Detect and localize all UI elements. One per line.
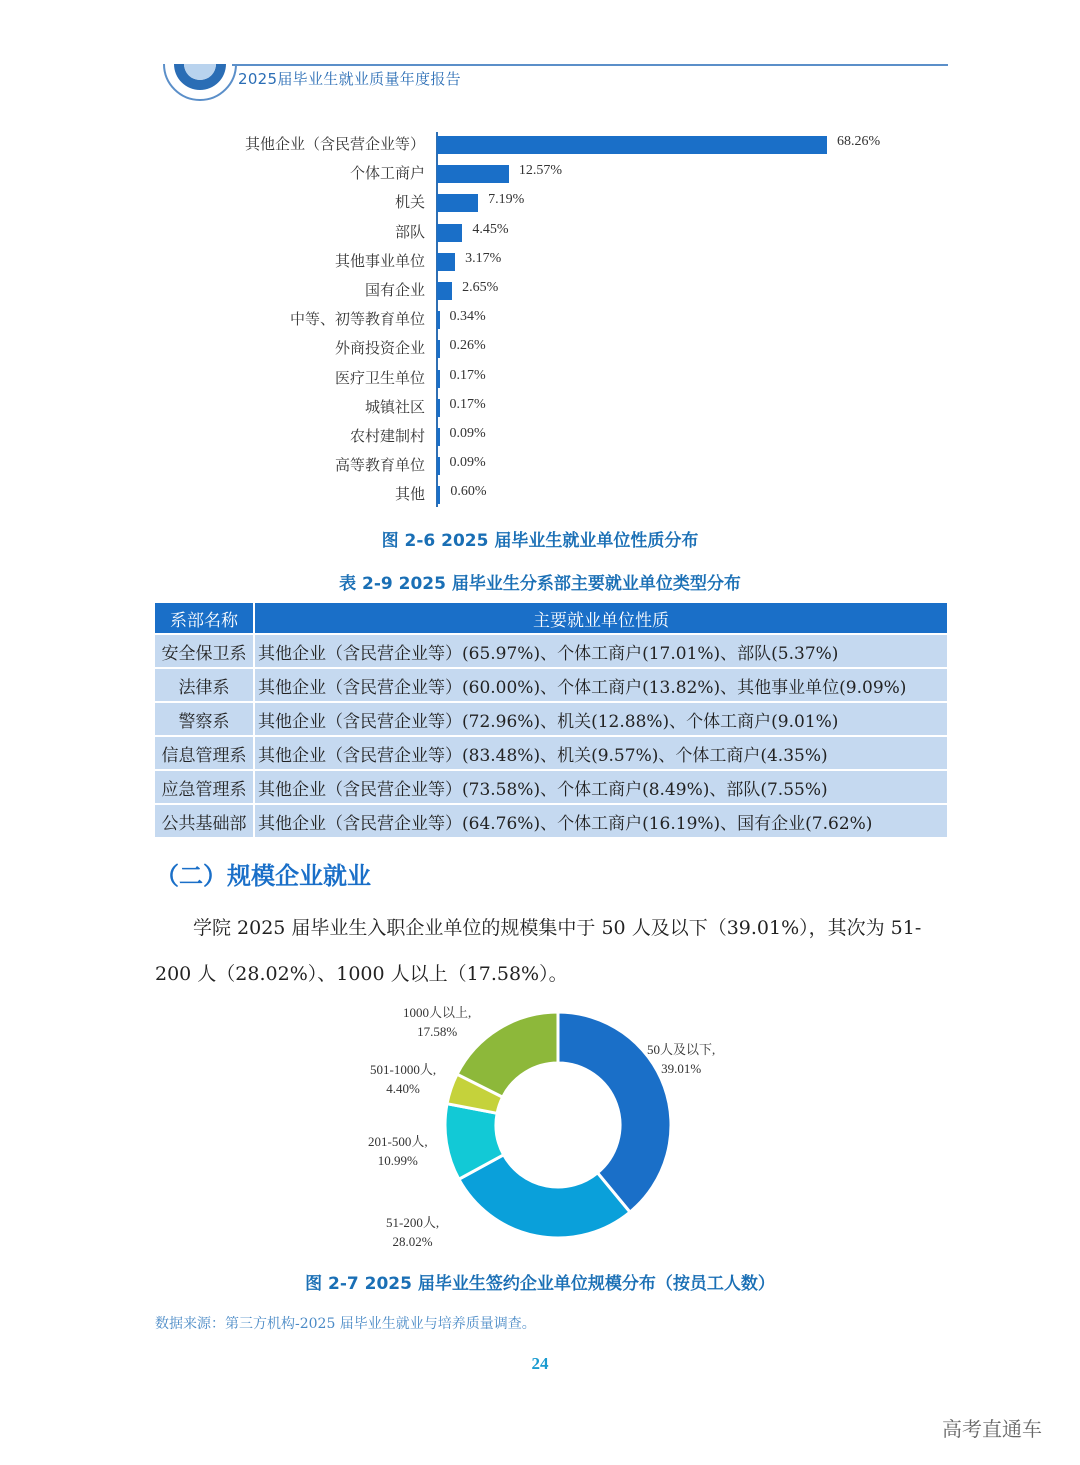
bar (437, 399, 440, 417)
table-header-row (155, 603, 949, 635)
donut-label-50-and-below: 50人及以下, 39.01% (647, 1042, 716, 1076)
table-row (155, 805, 949, 839)
bar-value-label: 2.65% (462, 280, 499, 295)
bar-category-label: 国有企业 (364, 281, 425, 299)
donut-label-1000-plus: 1000人以上, 17.58% (403, 1005, 472, 1039)
bar-value-label: 0.60% (450, 484, 487, 500)
bar (437, 340, 440, 358)
figure-2-7-caption: 图 2-7 2025 届毕业生签约企业单位规模分布（按员工人数） (305, 1274, 775, 1294)
bar (437, 165, 509, 183)
bar (437, 136, 827, 154)
bar-value-label: 7.19% (488, 192, 525, 208)
bar-value-label: 0.09% (449, 455, 486, 471)
department-cell: 安全保卫系 (155, 635, 255, 669)
unit-nature-cell: 其他企业（含民营企业等）(65.97%)、个体工商户(17.01%)、部队(5.37%) (255, 635, 949, 669)
bar-row (0, 422, 1080, 451)
bar-category-label: 其他 (394, 485, 425, 504)
bar-row (0, 451, 1080, 480)
page-header (0, 0, 1080, 110)
bar-row (0, 393, 1080, 422)
donut-label-501-1000: 501-1000人, 4.40% (370, 1062, 437, 1096)
page-number: 24 (531, 1354, 549, 1373)
bar-value-label: 0.26% (449, 338, 486, 354)
department-unit-type-table (155, 603, 949, 839)
bar-category-label: 高等教育单位 (334, 456, 425, 475)
bar-category-label: 城镇社区 (364, 397, 425, 416)
bar (437, 428, 440, 446)
column-header-unit-nature: 主要就业单位性质 (255, 603, 949, 635)
bar-row (0, 276, 1080, 305)
header-divider (232, 64, 948, 66)
department-cell: 法律系 (155, 669, 255, 703)
table-row (155, 635, 949, 669)
bar-category-label: 机关 (394, 193, 425, 212)
bar-row (0, 188, 1080, 217)
bar-value-label: 0.17% (449, 367, 486, 383)
bar (437, 224, 462, 242)
department-cell: 警察系 (155, 703, 255, 737)
bar (437, 486, 440, 504)
bar-category-label: 农村建制村 (349, 427, 425, 445)
report-logo-icon (160, 40, 240, 102)
bar-row (0, 218, 1080, 247)
column-header-department: 系部名称 (155, 603, 255, 635)
bar-row (0, 159, 1080, 188)
donut-label-51-200: 51-200人, 28.02% (386, 1215, 440, 1249)
section-paragraph: 学院 2025 届毕业生入职企业单位的规模集中于 50 人及以下（39.01%），其次为 51-200 人（28.02%）、1000 人以上（17.58%）。 (155, 917, 922, 985)
bar (437, 253, 455, 271)
bar (437, 457, 440, 475)
unit-nature-cell: 其他企业（含民营企业等）(64.76%)、个体工商户(16.19%)、国有企业(7.62%) (255, 805, 949, 839)
department-cell: 信息管理系 (155, 737, 255, 771)
bar (437, 311, 440, 329)
watermark-text: 高考直通车 (942, 1417, 1042, 1441)
bar-value-label: 3.17% (465, 250, 502, 266)
bar-row (0, 334, 1080, 363)
bar-row (0, 247, 1080, 276)
bar-value-label: 0.34% (449, 309, 486, 325)
bar-category-label: 其他事业单位 (334, 251, 425, 270)
unit-nature-cell: 其他企业（含民营企业等）(72.96%)、机关(12.88%)、个体工商户(9.01%) (255, 703, 949, 737)
bar-value-label: 68.26% (837, 134, 881, 149)
bar-row (0, 480, 1080, 509)
department-cell: 应急管理系 (155, 771, 255, 805)
report-title: 2025届毕业生就业质量年度报告 (238, 70, 461, 88)
bar (437, 370, 440, 388)
bar-category-label: 医疗卫生单位 (334, 368, 425, 387)
bar-value-label: 12.57% (518, 163, 562, 179)
unit-nature-cell: 其他企业（含民营企业等）(83.48%)、机关(9.57%)、个体工商户(4.35%) (255, 737, 949, 771)
bar-row (0, 305, 1080, 334)
data-source-note: 数据来源：第三方机构-2025 届毕业生就业与培养质量调查。 (155, 1316, 536, 1332)
table-row (155, 703, 949, 737)
unit-nature-bar-chart (0, 128, 1080, 513)
unit-nature-cell: 其他企业（含民营企业等）(73.58%)、个体工商户(8.49%)、部队(7.55%) (255, 771, 949, 805)
bar-row (0, 364, 1080, 393)
table-row (155, 737, 949, 771)
bar-value-label: 0.17% (449, 396, 486, 412)
table-row (155, 771, 949, 805)
donut-label-201-500: 201-500人, 10.99% (368, 1134, 428, 1168)
section-heading: （二）规模企业就业 (155, 862, 371, 890)
bar-category-label: 其他企业（含民营企业等） (244, 135, 425, 153)
bar-category-label: 部队 (394, 222, 425, 241)
department-cell: 公共基础部 (155, 805, 255, 839)
bar (437, 194, 478, 212)
bar-category-label: 中等、初等教育单位 (289, 310, 425, 329)
table-row (155, 669, 949, 703)
bar-category-label: 外商投资企业 (334, 339, 425, 358)
bar-value-label: 4.45% (472, 221, 509, 237)
figure-2-6-caption: 图 2-6 2025 届毕业生就业单位性质分布 (381, 531, 699, 551)
unit-nature-cell: 其他企业（含民营企业等）(60.00%)、个体工商户(13.82%)、其他事业单位(9.09%) (255, 669, 949, 703)
bar-row (0, 130, 1080, 159)
bar-category-label: 个体工商户 (349, 164, 425, 183)
enterprise-size-donut-chart (340, 995, 780, 1255)
bar-value-label: 0.09% (449, 426, 486, 441)
table-2-9-title: 表 2-9 2025 届毕业生分系部主要就业单位类型分布 (339, 574, 741, 594)
bar (437, 282, 452, 300)
